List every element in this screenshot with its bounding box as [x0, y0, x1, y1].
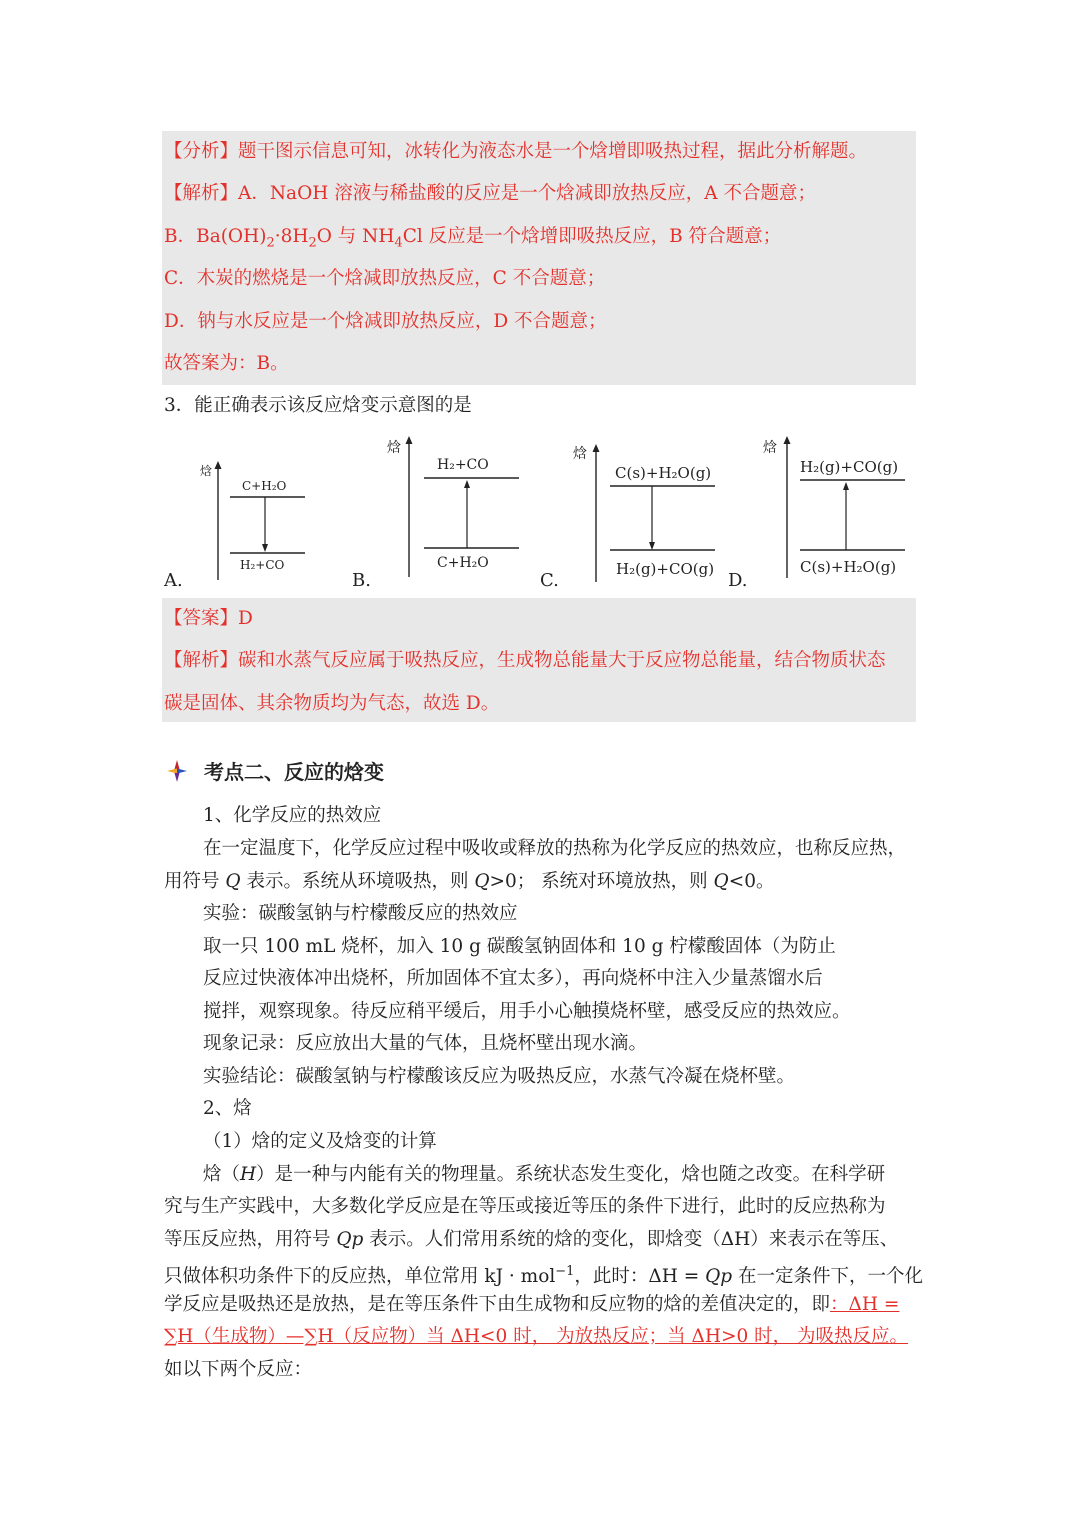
text-run: 等压反应热，用符号: [164, 1229, 337, 1250]
text-run: 只做体积功条件下的反应热，单位常用 kJ · mol: [164, 1266, 556, 1288]
enthalpy-formula-rule: ∑H（生成物）—∑H（反应物）当 ΔH<0 时， 为放热反应；当 ΔH>0 时， 为吸热反应。: [164, 1326, 908, 1347]
explanation-q3-line-2: 碳是固体、其余物质均为气态，故选 D。: [164, 693, 500, 714]
bottom-species: H₂+CO: [240, 558, 285, 572]
paragraph-heat-effect-1: 在一定温度下，化学反应过程中吸收或释放的热称为化学反应的热效应，也称反应热，: [203, 838, 907, 859]
top-species: C+H₂O: [242, 479, 287, 493]
opt-b-sub: 2: [308, 235, 317, 251]
axis-label: 焓: [387, 440, 401, 456]
symbol-h: H: [240, 1164, 257, 1185]
option-label-c: C.: [540, 570, 559, 591]
experiment-step-1: 取一只 100 mL 烧杯，加入 10 g 碳酸氢钠固体和 10 g 柠檬酸固体（为防止: [203, 936, 836, 957]
axis-label: 焓: [200, 464, 213, 478]
opt-b-part: ·8H: [274, 226, 309, 247]
section-title: 考点二、反应的焓变: [204, 760, 384, 784]
question-3-stem: 3．能正确表示该反应焓变示意图的是: [164, 395, 472, 416]
text-run: ，此时：ΔH =: [574, 1266, 706, 1288]
opt-b-sub: 2: [266, 235, 275, 251]
bottom-species: H₂(g)+CO(g): [616, 560, 715, 578]
text-run: 学反应是吸热还是放热，是在等压条件下由生成物和反应物的焓的差值决定的，即: [164, 1294, 831, 1315]
axis-label: 焓: [573, 446, 587, 462]
opt-b-part: O 与 NH: [316, 226, 395, 247]
text-run: ）是一种与内能有关的物理量。系统状态发生变化，焓也随之改变。在科学研: [256, 1164, 886, 1185]
enthalpy-paragraph-line-5: [164, 1293, 899, 1317]
experiment-step-2: 反应过快液体冲出烧杯，所加固体不宜太多），再向烧杯中注入少量蒸馏水后: [203, 968, 823, 989]
subsection-heat-effect: 1、化学反应的热效应: [203, 805, 382, 826]
experiment-step-3: 搅拌，观察现象。待反应稍平缓后，用手小心触摸烧杯壁，感受反应的热效应。: [203, 1001, 851, 1022]
symbol-q: Q: [713, 871, 729, 892]
option-label-a: A.: [164, 570, 183, 591]
text-run: >0； 系统对环境放热，则: [489, 871, 714, 892]
superscript: −1: [555, 1264, 575, 1279]
symbol-qp: Qp: [705, 1266, 733, 1288]
enthalpy-diagram-d: [760, 432, 920, 582]
enthalpy-diagram-c: [570, 440, 730, 585]
bottom-species: C(s)+H₂O(g): [800, 558, 897, 576]
symbol-qp: Qp: [336, 1229, 364, 1250]
subsection-enthalpy-definition: （1）焓的定义及焓变的计算: [203, 1131, 437, 1152]
explanation-option-c: C．木炭的燃烧是一个焓减即放热反应，C 不合题意；: [164, 268, 606, 289]
text-run: 在一定条件下，一个化: [732, 1266, 923, 1288]
enthalpy-paragraph-line-2: 究与生产实践中，大多数化学反应是在等压或接近等压的条件下进行，此时的反应热称为: [164, 1196, 886, 1217]
text-run: <0。: [728, 871, 775, 892]
pin-icon: [164, 758, 190, 784]
text-run: 焓（: [203, 1164, 241, 1185]
top-species: H₂+CO: [437, 457, 489, 473]
text-run: 用符号: [164, 871, 226, 892]
opt-b-part: B．Ba(OH): [164, 226, 267, 247]
explanation-option-d: D．钠与水反应是一个焓减即放热反应，D 不合题意；: [164, 311, 607, 332]
text-run: 表示。系统从环境吸热，则: [240, 871, 475, 892]
following-reactions-intro: 如以下两个反应：: [164, 1359, 313, 1380]
experiment-conclusion: 实验结论：碳酸氢钠与柠檬酸该反应为吸热反应，水蒸气冷凝在烧杯壁。: [203, 1066, 796, 1087]
answer-q3: 【答案】D: [164, 608, 253, 629]
enthalpy-paragraph-line-1: [203, 1163, 885, 1187]
bottom-species: C+H₂O: [437, 555, 489, 571]
formula-highlight: ：ΔH =: [830, 1294, 900, 1315]
experiment-title: 实验：碳酸氢钠与柠檬酸反应的热效应: [203, 903, 518, 924]
option-label-b: B.: [352, 570, 371, 591]
symbol-q: Q: [474, 871, 490, 892]
enthalpy-diagram-b: [382, 432, 532, 582]
option-label-d: D.: [728, 570, 748, 591]
subsection-enthalpy: 2、焓: [203, 1098, 252, 1119]
opt-b-sub: 4: [394, 235, 403, 251]
explanation-q3-line-1: 【解析】碳和水蒸气反应属于吸热反应，生成物总能量大于反应物总能量，结合物质状态: [164, 650, 886, 671]
axis-label: 焓: [763, 440, 777, 456]
enthalpy-diagram-a: [190, 455, 320, 585]
answer-q2: 故答案为：B。: [164, 353, 289, 374]
analysis-text: 【分析】题干图示信息可知，冰转化为液态水是一个焓增即吸热过程，据此分析解题。: [164, 141, 868, 162]
paragraph-heat-effect-2: [164, 870, 775, 894]
enthalpy-paragraph-line-3: [164, 1228, 898, 1252]
explanation-option-a: 【解析】A．NaOH 溶液与稀盐酸的反应是一个焓减即放热反应，A 不合题意；: [164, 183, 817, 204]
top-species: H₂(g)+CO(g): [800, 458, 899, 476]
text-run: 表示。人们常用系统的焓的变化，即焓变（ΔH）来表示在等压、: [363, 1229, 899, 1250]
analysis-block-q2: [162, 131, 916, 385]
symbol-q: Q: [225, 871, 241, 892]
opt-b-part: Cl 反应是一个焓增即吸热反应，B 符合题意；: [402, 226, 782, 247]
top-species: C(s)+H₂O(g): [615, 464, 712, 482]
enthalpy-paragraph-line-4: [164, 1260, 923, 1289]
explanation-option-b: [164, 225, 781, 256]
observation-record: 现象记录：反应放出大量的气体，且烧杯壁出现水滴。: [203, 1033, 648, 1054]
